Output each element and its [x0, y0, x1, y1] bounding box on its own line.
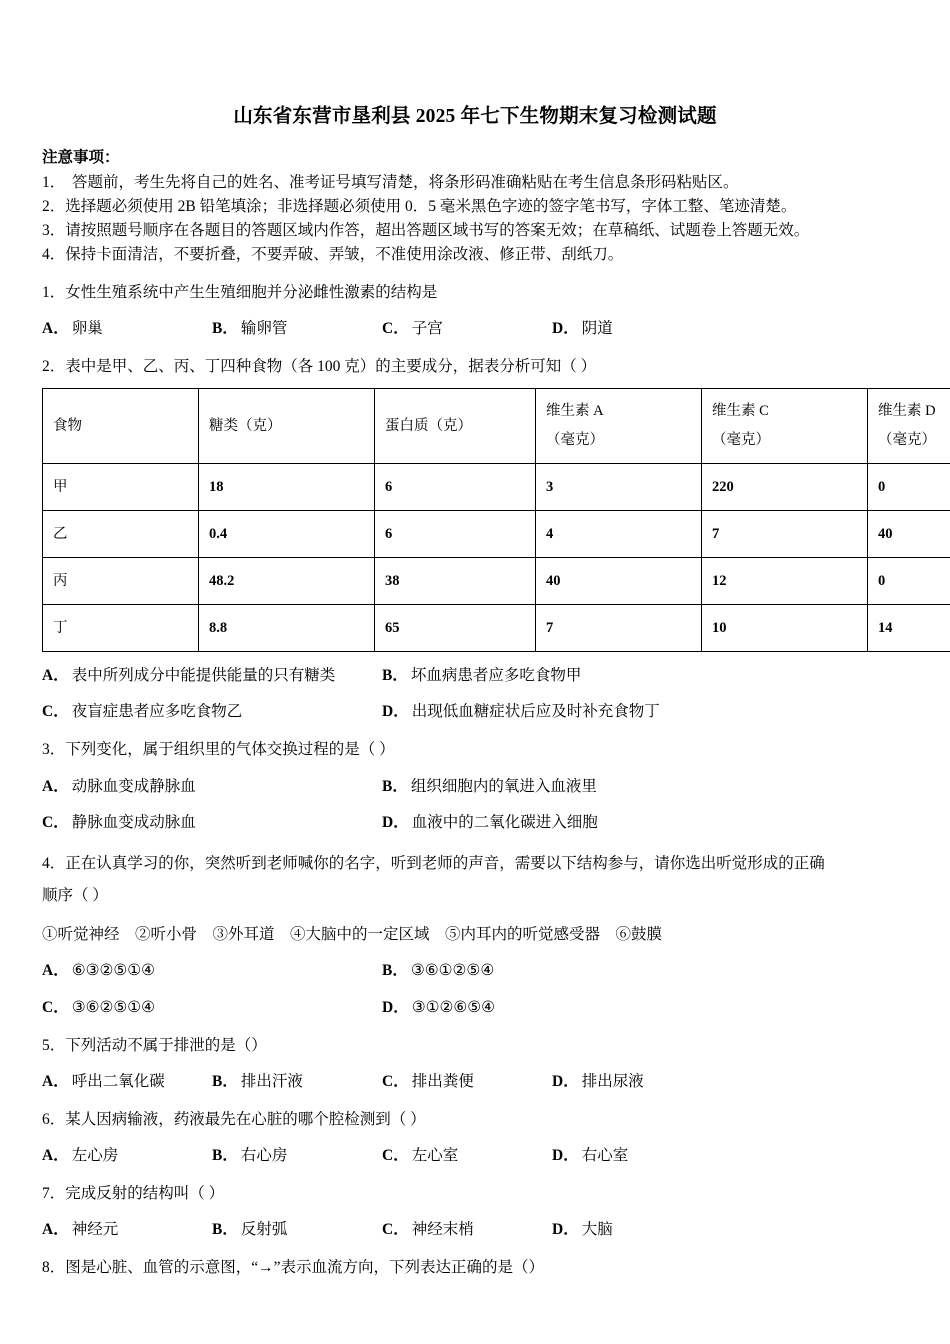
option-text: 血液中的二氧化碳进入细胞: [411, 813, 598, 831]
table-header-cell: [868, 389, 950, 464]
table-header-cell: [536, 389, 702, 464]
option-text: 阴道: [581, 319, 613, 337]
option-letter: D．: [382, 998, 409, 1016]
option-letter: B．: [212, 1221, 238, 1239]
option-letter: D．: [552, 1072, 579, 1090]
option-letter: C．: [382, 1072, 409, 1090]
option-a[interactable]: [42, 1069, 212, 1094]
option-text: 排出尿液: [581, 1072, 644, 1090]
header-line-1: 糖类（克）: [209, 417, 282, 434]
cell-value: 40: [868, 511, 950, 558]
question-3-options-row-2: [42, 810, 908, 835]
option-text: 组织细胞内的氧进入血液里: [410, 777, 597, 795]
row-label: 丙: [43, 558, 199, 605]
notice-item-text: 答题前，考生先将自己的姓名、准考证号填写清楚，将条形码准确粘贴在考生信息条形码粘贴区。: [72, 173, 739, 191]
page-title: 山东省东营市垦利县 2025 年七下生物期末复习检测试题: [233, 106, 717, 127]
option-text: 卵巢: [71, 319, 103, 337]
question-2-options-row-1: [42, 663, 908, 688]
question-1-options: [42, 316, 908, 341]
table-row: [43, 558, 950, 605]
option-text: 输卵管: [240, 319, 288, 337]
question-2-options-row-2: [42, 699, 908, 724]
question-4: [42, 848, 908, 1020]
option-c[interactable]: [382, 1069, 552, 1094]
option-b[interactable]: [212, 316, 382, 341]
option-text: 静脉血变成动脉血: [71, 813, 196, 831]
header-line-1: 维生素 D: [878, 403, 936, 420]
header-line-1: 维生素 C: [712, 403, 769, 420]
option-text: 子宫: [411, 319, 443, 337]
option-c[interactable]: [42, 699, 382, 724]
question-5-stem: 5．下列活动不属于排泄的是（）: [42, 1036, 267, 1054]
table-header-row: [43, 389, 950, 464]
cell-value: 220: [702, 464, 868, 511]
question-8: [42, 1255, 908, 1280]
option-letter: D．: [382, 703, 409, 721]
cell-value: 4: [536, 511, 702, 558]
option-d[interactable]: [552, 1069, 722, 1094]
cell-value: 7: [536, 605, 702, 652]
option-letter: C．: [42, 998, 69, 1016]
cell-value: 0: [868, 464, 950, 511]
table-row: [43, 605, 950, 652]
option-text: 排出汗液: [240, 1072, 303, 1090]
option-letter: A．: [42, 667, 69, 685]
table-header-cell: [199, 389, 375, 464]
cell-value: 65: [375, 605, 536, 652]
notice-item-text: 选择题必须使用 2B 铅笔填涂；非选择题必须使用 0．5 毫米黑色字迹的签字笔书写，字体工整、笔迹清楚。: [65, 197, 797, 215]
option-text: 右心房: [240, 1146, 288, 1164]
option-letter: D．: [382, 813, 409, 831]
option-c[interactable]: [42, 810, 382, 835]
cell-value: 0.4: [199, 511, 375, 558]
notice-item-number: 4．: [42, 245, 66, 263]
notice-item-number: 1．: [42, 173, 66, 191]
option-letter: C．: [382, 1221, 409, 1239]
notice-heading: 注意事项：: [42, 149, 120, 167]
option-text: 右心室: [581, 1146, 629, 1164]
question-6-stem: 6．某人因病输液，药液最先在心脏的哪个腔检测到（ ）: [42, 1110, 426, 1128]
question-4-options-row-1: [42, 958, 908, 983]
question-4-stem-line-1: 4．正在认真学习的你，突然听到老师喊你的名字，听到老师的声音，需要以下结构参与，请你选出听觉形成的正确: [42, 854, 825, 872]
question-6-options: [42, 1143, 908, 1168]
table-header-cell: [43, 389, 199, 464]
option-letter: C．: [42, 813, 69, 831]
header-line-1: 食物: [53, 417, 82, 434]
option-c[interactable]: [382, 1217, 552, 1242]
cell-value: 14: [868, 605, 950, 652]
header-line-2: （毫克）: [546, 432, 604, 449]
question-2: [42, 354, 936, 724]
option-letter: C．: [382, 319, 409, 337]
cell-value: 7: [702, 511, 868, 558]
option-a[interactable]: [42, 1143, 212, 1168]
question-4-sequence-list: ①听觉神经 ②听小骨 ③外耳道 ④大脑中的一定区域 ⑤内耳内的听觉感受器 ⑥鼓膜: [42, 926, 663, 944]
option-text: 神经末梢: [411, 1221, 474, 1239]
question-3: [42, 737, 908, 834]
question-7-options: [42, 1217, 908, 1242]
option-text: 左心房: [71, 1146, 119, 1164]
question-1-stem: 1．女性生殖系统中产生生殖细胞并分泌雌性激素的结构是: [42, 283, 438, 301]
question-7: [42, 1181, 908, 1242]
question-6: [42, 1107, 908, 1168]
option-a[interactable]: [42, 958, 382, 983]
option-text: 反射弧: [240, 1221, 288, 1239]
option-text: ⑥③②⑤①④: [71, 962, 156, 980]
question-5-options: [42, 1069, 908, 1094]
option-letter: B．: [382, 777, 408, 795]
header-line-1: 维生素 A: [546, 403, 604, 420]
notice-item-number: 3．: [42, 221, 66, 239]
question-3-stem: 3．下列变化，属于组织里的气体交换过程的是（ ）: [42, 741, 395, 759]
notice-item: [42, 243, 908, 267]
option-letter: B．: [382, 962, 408, 980]
question-4-stem-line-2: 顺序（ ）: [42, 886, 108, 904]
option-letter: B．: [212, 1072, 238, 1090]
option-letter: C．: [382, 1146, 409, 1164]
notice-section: [42, 147, 908, 267]
option-c[interactable]: [42, 995, 382, 1020]
cell-value: 38: [375, 558, 536, 605]
option-letter: D．: [552, 1146, 579, 1164]
option-text: 呼出二氧化碳: [71, 1072, 165, 1090]
option-b[interactable]: [382, 663, 722, 688]
option-b[interactable]: [382, 774, 722, 799]
option-d[interactable]: [382, 699, 722, 724]
food-composition-table: [42, 388, 950, 652]
cell-value: 40: [536, 558, 702, 605]
option-letter: A．: [42, 777, 69, 795]
option-d[interactable]: [552, 316, 722, 341]
cell-value: 10: [702, 605, 868, 652]
option-text: 夜盲症患者应多吃食物乙: [71, 703, 243, 721]
option-letter: C．: [42, 703, 69, 721]
notice-item-text: 保持卡面清洁，不要折叠，不要弄破、弄皱，不准使用涂改液、修正带、刮纸刀。: [65, 245, 624, 263]
row-label: 甲: [43, 464, 199, 511]
row-label: 丁: [43, 605, 199, 652]
header-line-1: 蛋白质（克）: [385, 417, 472, 434]
option-text: ③①②⑥⑤④: [411, 998, 496, 1016]
option-text: 动脉血变成静脉血: [71, 777, 196, 795]
option-d[interactable]: [382, 995, 722, 1020]
question-4-options-row-2: [42, 995, 908, 1020]
question-8-stem: 8．图是心脏、血管的示意图，“→”表示血流方向，下列表达正确的是（）: [42, 1259, 545, 1277]
option-text: 神经元: [71, 1221, 119, 1239]
cell-value: 6: [375, 464, 536, 511]
option-text: 出现低血糖症状后应及时补充食物丁: [411, 703, 660, 721]
option-a[interactable]: [42, 774, 382, 799]
notice-item-number: 2．: [42, 197, 66, 215]
table-header-cell: [375, 389, 536, 464]
option-d[interactable]: [552, 1143, 722, 1168]
option-text: ③⑥②⑤①④: [71, 998, 156, 1016]
table-header-cell: [702, 389, 868, 464]
question-7-stem: 7．完成反射的结构叫（ ）: [42, 1185, 225, 1203]
option-letter: A．: [42, 1221, 69, 1239]
row-label: 乙: [43, 511, 199, 558]
option-letter: D．: [552, 319, 579, 337]
option-text: 排出粪便: [411, 1072, 474, 1090]
table-row: [43, 464, 950, 511]
option-b[interactable]: [212, 1069, 382, 1094]
option-letter: A．: [42, 962, 69, 980]
option-text: 大脑: [581, 1221, 613, 1239]
option-d[interactable]: [382, 810, 722, 835]
option-a[interactable]: [42, 663, 382, 688]
option-c[interactable]: [382, 1143, 552, 1168]
option-text: ③⑥①②⑤④: [410, 962, 495, 980]
cell-value: 12: [702, 558, 868, 605]
question-3-options-row-1: [42, 774, 908, 799]
notice-item: [42, 219, 908, 243]
option-letter: A．: [42, 319, 69, 337]
option-b[interactable]: [382, 958, 722, 983]
option-b[interactable]: [212, 1217, 382, 1242]
notice-item-text: 请按照题号顺序在各题目的答题区域内作答，超出答题区域书写的答案无效；在草稿纸、试题卷上答题无效。: [65, 221, 810, 239]
option-text: 坏血病患者应多吃食物甲: [410, 667, 582, 685]
header-line-2: （毫克）: [712, 432, 770, 449]
cell-value: 6: [375, 511, 536, 558]
option-letter: D．: [552, 1221, 579, 1239]
cell-value: 48.2: [199, 558, 375, 605]
option-a[interactable]: [42, 1217, 212, 1242]
question-1: [42, 280, 908, 341]
option-letter: B．: [382, 667, 408, 685]
option-text: 表中所列成分中能提供能量的只有糖类: [71, 667, 336, 685]
cell-value: 18: [199, 464, 375, 511]
question-2-stem: 2．表中是甲、乙、丙、丁四种食物（各 100 克）的主要成分，据表分析可知（ ）: [42, 358, 597, 376]
table-row: [43, 511, 950, 558]
notice-item: [42, 171, 908, 195]
option-letter: B．: [212, 319, 238, 337]
option-c[interactable]: [382, 316, 552, 341]
cell-value: 0: [868, 558, 950, 605]
option-a[interactable]: [42, 316, 212, 341]
option-b[interactable]: [212, 1143, 382, 1168]
option-letter: A．: [42, 1146, 69, 1164]
option-d[interactable]: [552, 1217, 722, 1242]
header-line-2: （毫克）: [878, 432, 936, 449]
option-text: 左心室: [411, 1146, 459, 1164]
cell-value: 8.8: [199, 605, 375, 652]
option-letter: A．: [42, 1072, 69, 1090]
notice-item: [42, 195, 908, 219]
option-letter: B．: [212, 1146, 238, 1164]
question-5: [42, 1033, 908, 1094]
cell-value: 3: [536, 464, 702, 511]
